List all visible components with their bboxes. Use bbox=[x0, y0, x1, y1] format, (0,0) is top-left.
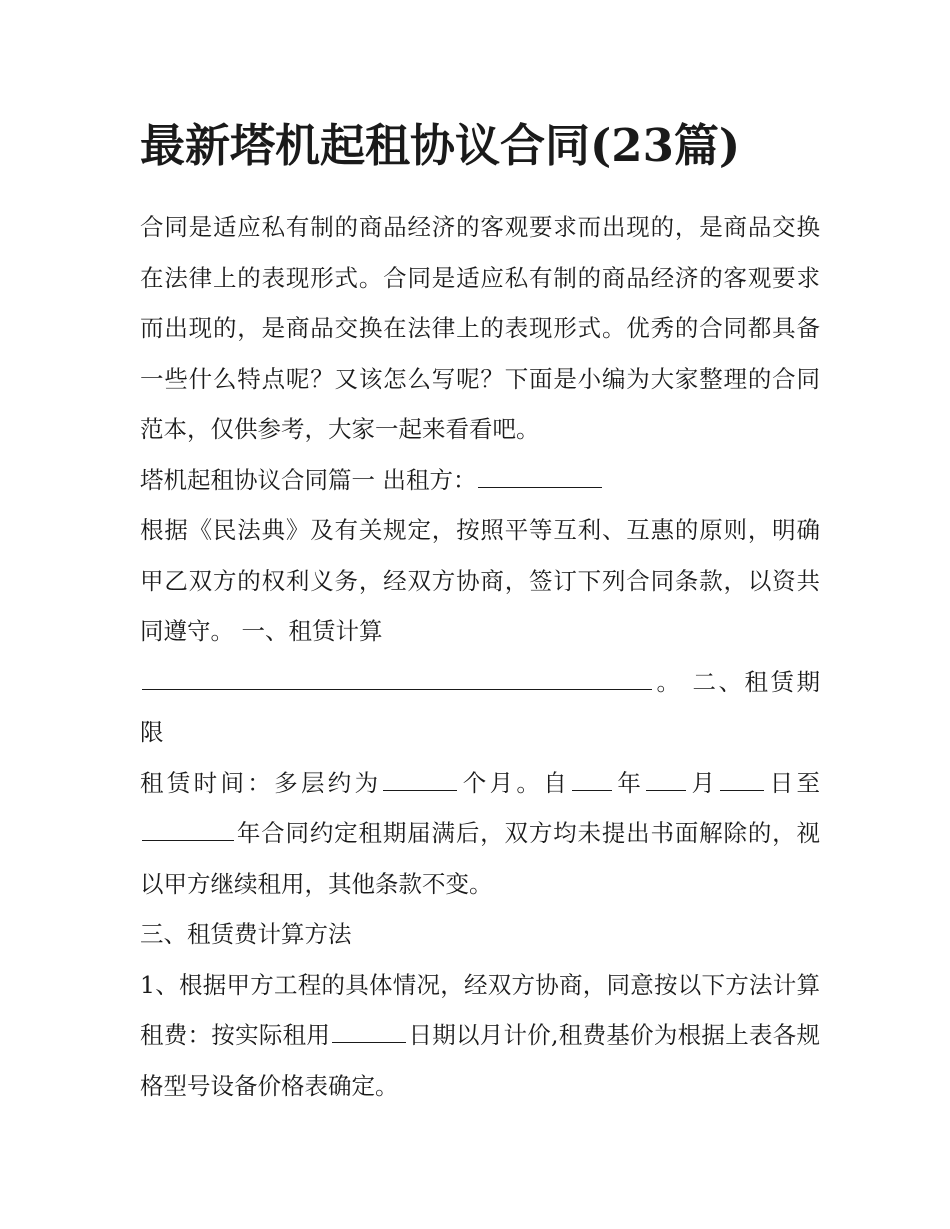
section2-title: 。 二、租赁期限 bbox=[140, 667, 820, 746]
start-day-blank bbox=[720, 764, 764, 791]
document-title: 最新塔机起租协议合同(23篇) bbox=[140, 119, 741, 172]
rent-time-month: 月 bbox=[688, 768, 719, 797]
item1-text-a: 1、根据甲方工程的具体情况，经双方协商，同意按以下方法计算租费：按实际租用 bbox=[140, 970, 820, 1049]
document-page bbox=[140, 112, 820, 1111]
rent-time-to: 日至 bbox=[766, 768, 821, 797]
rent-time-year: 年 bbox=[614, 768, 645, 797]
rent-time-label: 租赁时间：多层约为 bbox=[140, 768, 382, 797]
rent-time-paragraph bbox=[140, 758, 820, 910]
section3-title: 三、租赁费计算方法 bbox=[140, 920, 352, 948]
rent-days-blank bbox=[332, 1016, 406, 1043]
lessor-line bbox=[140, 455, 820, 506]
rent-time-from: 个月。自 bbox=[459, 768, 571, 797]
rent-time-rest: 年合同约定租期届满后，双方均未提出书面解除的，视以甲方继续租用，其他条款不变。 bbox=[140, 819, 820, 898]
lessor-label: 塔机起租协议合同篇一 出租方： bbox=[140, 465, 477, 494]
lessor-blank bbox=[478, 461, 602, 488]
months-blank bbox=[383, 764, 457, 791]
item1-paragraph bbox=[140, 960, 820, 1112]
end-year-blank bbox=[142, 814, 234, 841]
section2-line bbox=[140, 657, 820, 758]
intro-paragraph: 合同是适应私有制的商品经济的客观要求而出现的，是商品交换在法律上的表现形式。合同是适应私有制的商品经济的客观要求而出现的，是商品交换在法律上的表现形式。优秀的合同都具备一些什么特点呢？又该怎么写呢？下面是小编为大家整理的合同范本，仅供参考，大家一起来看看吧。 bbox=[140, 213, 820, 443]
start-month-blank bbox=[646, 764, 686, 791]
start-year-blank bbox=[572, 764, 612, 791]
item1-text-b: 日期以月计价,租费基价为根据上表各规格型号设备价格表确定。 bbox=[140, 1021, 820, 1100]
basis-paragraph: 根据《民法典》及有关规定，按照平等互利、互惠的原则，明确甲乙双方的权利义务，经双方协商，签订下列合同条款，以资共同遵守。 一、租赁计算 bbox=[140, 516, 820, 645]
rent-calc-blank bbox=[142, 663, 652, 690]
